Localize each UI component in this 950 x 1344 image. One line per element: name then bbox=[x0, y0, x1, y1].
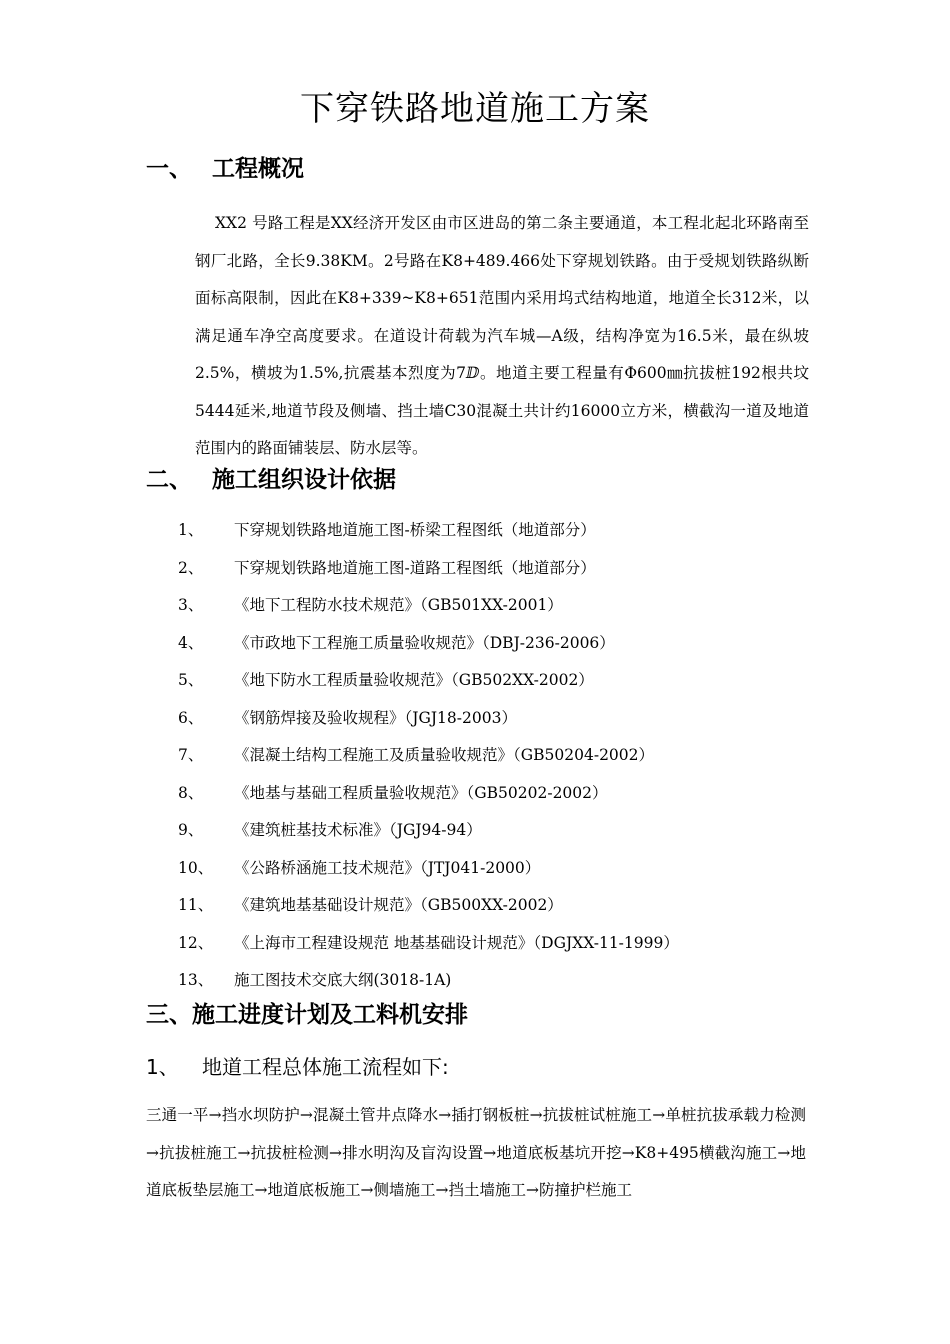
list-item bbox=[178, 554, 818, 592]
page-title: 下穿铁路地道施工方案 bbox=[300, 89, 650, 129]
list-item-text: 《上海市工程建设规范 地基基础设计规范》（DGJXX-11-1999） bbox=[234, 933, 679, 952]
list-item bbox=[178, 854, 818, 892]
section-heading-schedule: 三、施工进度计划及工料机安排 bbox=[146, 1002, 468, 1028]
list-item-text: 《公路桥涵施工技术规范》（JTJ041-2000） bbox=[234, 858, 541, 877]
list-item bbox=[178, 516, 818, 554]
list-item-number: 11、 bbox=[178, 896, 214, 914]
list-item bbox=[178, 929, 818, 967]
list-item-text: 《地基与基础工程质量验收规范》（GB50202-2002） bbox=[234, 783, 608, 802]
list-item bbox=[178, 741, 818, 779]
section-heading-basis bbox=[146, 464, 396, 496]
list-item bbox=[178, 704, 818, 742]
reference-list bbox=[178, 516, 818, 1004]
list-item bbox=[178, 966, 818, 1004]
list-item-text: 下穿规划铁路地道施工图-桥梁工程图纸（地道部分） bbox=[234, 521, 596, 539]
list-item-number: 7、 bbox=[178, 746, 204, 764]
construction-flow bbox=[146, 1097, 806, 1210]
list-item-text: 《市政地下工程施工质量验收规范》（DBJ-236-2006） bbox=[234, 633, 615, 652]
section-number: 二、 bbox=[146, 467, 192, 493]
list-item-text: 下穿规划铁路地道施工图-道路工程图纸（地道部分） bbox=[234, 558, 596, 577]
list-item-text: 《混凝土结构工程施工及质量验收规范》（GB50204-2002） bbox=[234, 746, 655, 764]
section-heading-overview bbox=[146, 153, 304, 185]
list-item bbox=[178, 629, 818, 667]
list-item-number: 2、 bbox=[178, 558, 204, 577]
section-title: 工程概况 bbox=[212, 156, 304, 182]
list-item-text: 《建筑桩基技术标准》（JGJ94-94） bbox=[234, 821, 482, 839]
list-item bbox=[178, 779, 818, 817]
list-item-number: 9、 bbox=[178, 821, 204, 839]
list-item-text: 《地下工程防水技术规范》（GB501XX-2001） bbox=[234, 596, 563, 614]
list-item bbox=[178, 816, 818, 854]
list-item-number: 10、 bbox=[178, 858, 214, 877]
list-item-number: 13、 bbox=[178, 971, 214, 989]
list-item bbox=[178, 666, 818, 704]
list-item-text: 《钢筋焊接及验收规程》（JGJ18-2003） bbox=[234, 708, 517, 727]
list-item-number: 4、 bbox=[178, 633, 204, 652]
list-item-number: 6、 bbox=[178, 708, 204, 727]
sub-heading-title: 地道工程总体施工流程如下: bbox=[202, 1055, 449, 1079]
list-item bbox=[178, 891, 818, 929]
sub-heading-number: 1、 bbox=[146, 1055, 179, 1079]
list-item-text: 施工图技术交底大纲(3018-1A) bbox=[234, 971, 452, 989]
overview-paragraph bbox=[195, 205, 809, 468]
list-item-text: 《建筑地基基础设计规范》（GB500XX-2002） bbox=[234, 896, 563, 914]
list-item-number: 5、 bbox=[178, 671, 204, 689]
flow-text: 三通一平→挡水坝防护→混凝土管井点降水→插打钢板桩→抗拔桩试桩施工→单桩抗拔承载力检测→抗拔桩施工→抗拔桩检测→排水明沟及盲沟设置→地道底板基坑开挖→K8+495横截沟施工→地道底板垫层施工→地道底板施工→侧墙施工→挡土墙施工→防撞护栏施工 bbox=[146, 1106, 806, 1199]
list-item-number: 1、 bbox=[178, 521, 204, 539]
list-item-text: 《地下防水工程质量验收规范》（GB502XX-2002） bbox=[234, 671, 594, 689]
section-number: 一、 bbox=[146, 156, 192, 182]
list-item-number: 12、 bbox=[178, 933, 214, 952]
list-item bbox=[178, 591, 818, 629]
sub-heading-flow bbox=[146, 1052, 449, 1082]
overview-text: XX2 号路工程是XX经济开发区由市区进岛的第二条主要通道，本工程北起北环路南至钢厂北路，全长9.38KM。2号路在K8+489.466处下穿规划铁路。由于受规划铁路纵断面标高限制，因此在K8+339~K8+651范围内采用坞式结构地道，地道全长312米，以满足通车净空高度要求。在道设计荷载为汽车城—A级，结构净宽为16.5米，最在纵坡2.5%，横坡为1.5%,抗震基本烈度为7ⅅ。地道主要工程量有Φ600㎜抗拔桩192根共坟5444延米,地道节段及侧墙、挡土墙C30混凝土共计约16000立方米，横截沟一道及地道范围内的路面铺装层、防水层等。 bbox=[195, 214, 809, 457]
list-item-number: 8、 bbox=[178, 783, 204, 802]
list-item-number: 3、 bbox=[178, 596, 204, 614]
section-title: 施工组织设计依据 bbox=[212, 467, 396, 493]
